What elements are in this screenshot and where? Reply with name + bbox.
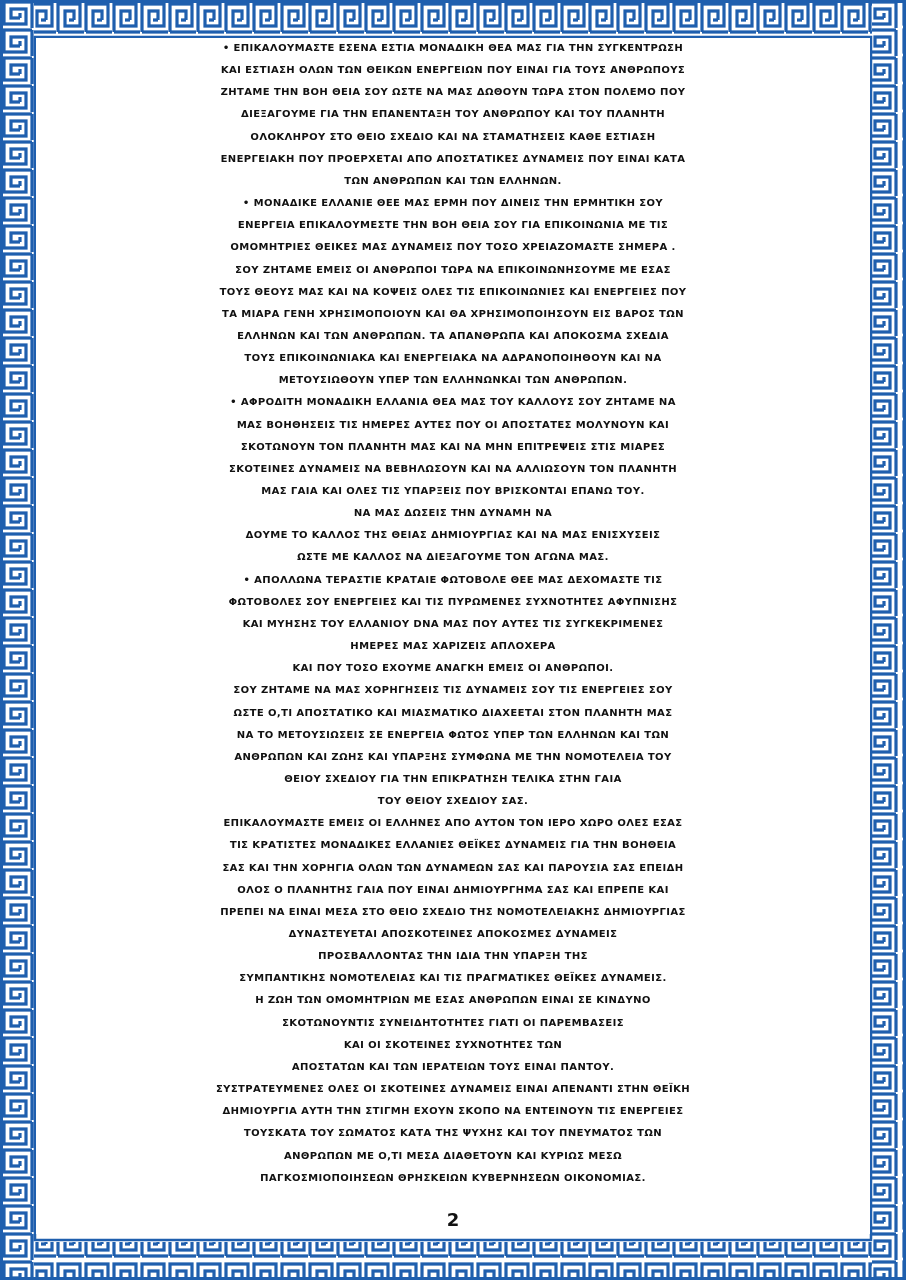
- text-line: ΠΡΕΠΕΙ ΝΑ ΕΙΝΑΙ ΜΕΣΑ ΣΤΟ ΘΕΙΟ ΣΧΕΔΙΟ ΤΗΣ ΝΟΜΟΤΕΛΕΙΑΚΗΣ ΔΗΜΙΟΥΡΓΙΑΣ: [220, 906, 686, 918]
- text-line: • ΜΟΝΑΔΙΚΕ ΕΛΛΑΝΙΕ ΘΕΕ ΜΑΣ ΕΡΜΗ ΠΟΥ ΔΙΝΕΙΣ ΤΗΝ ΕΡΜΗΤΙΚΗ ΣΟΥ: [242, 198, 664, 210]
- text-line: ΦΩΤΟΒΟΛΕΣ ΣΟΥ ΕΝΕΡΓΕΙΕΣ ΚΑΙ ΤΙΣ ΠΥΡΩΜΕΝΕΣ ΣΥΧΝΟΤΗΤΕΣ ΑΦΥΠΝΙΣΗΣ: [228, 596, 678, 608]
- text-line: ΟΜΟΜΗΤΡΙΕΣ ΘΕΙΚΕΣ ΜΑΣ ΔΥΝΑΜΕΙΣ ΠΟΥ ΤΟΣΟ ΧΡΕΙΑΖΟΜΑΣΤΕ ΣΗΜΕΡΑ .: [230, 242, 676, 254]
- text-line: ΤΙΣ ΚΡΑΤΙΣΤΕΣ ΜΟΝΑΔΙΚΕΣ ΕΛΛΑΝΙΕΣ ΘΕΪΚΕΣ ΔΥΝΑΜΕΙΣ ΓΙΑ ΤΗΝ ΒΟΗΘΕΙΑ: [229, 840, 677, 852]
- text-line: ΩΣΤΕ Ο,ΤΙ ΑΠΟΣΤΑΤΙΚΟ ΚΑΙ ΜΙΑΣΜΑΤΙΚΟ ΔΙΑΧΕΕΤΑΙ ΣΤΟΝ ΠΛΑΝΗΤΗ ΜΑΣ: [233, 707, 673, 719]
- text-line: ΗΜΕΡΕΣ ΜΑΣ ΧΑΡΙΖΕΙΣ ΑΠΛΟΧΕΡΑ: [350, 641, 556, 653]
- text-line: ΔΟΥΜΕ ΤΟ ΚΑΛΛΟΣ ΤΗΣ ΘΕΙΑΣ ΔΗΜΙΟΥΡΓΙΑΣ ΚΑΙ ΝΑ ΜΑΣ ΕΝΙΣΧΥΣΕΙΣ: [245, 530, 661, 542]
- text-line: ΝΑ ΤΟ ΜΕΤΟΥΣΙΩΣΕΙΣ ΣΕ ΕΝΕΡΓΕΙΑ ΦΩΤΟΣ ΥΠΕΡ ΤΩΝ ΕΛΛΗΝΩΝ ΚΑΙ ΤΩΝ: [236, 729, 670, 741]
- text-line: ΟΛΟΣ Ο ΠΛΑΝΗΤΗΣ ΓΑΙΑ ΠΟΥ ΕΙΝΑΙ ΔΗΜΙΟΥΡΓΗΜΑ ΣΑΣ ΚΑΙ ΕΠΡΕΠΕ ΚΑΙ: [237, 884, 669, 896]
- text-line: ΣΟΥ ΖΗΤΑΜΕ ΕΜΕΙΣ ΟΙ ΑΝΘΡΩΠΟΙ ΤΩΡΑ ΝΑ ΕΠΙΚΟΙΝΩΝΗΣΟΥΜΕ ΜΕ ΕΣΑΣ: [235, 264, 671, 276]
- text-line: ΠΑΓΚΟΣΜΙΟΠΟΙΗΣΕΩΝ ΘΡΗΣΚΕΙΩΝ ΚΥΒΕΡΝΗΣΕΩΝ ΟΙΚΟΝΟΜΙΑΣ.: [260, 1172, 646, 1184]
- text-line: ΔΥΝΑΣΤΕΥΕΤΑΙ ΑΠΟΣΚΟΤΕΙΝΕΣ ΑΠΟΚΟΣΜΕΣ ΔΥΝΑΜΕΙΣ: [288, 929, 618, 940]
- text-line: ΕΝΕΡΓΕΙΑ ΕΠΙΚΑΛΟΥΜΕΣΤΕ ΤΗΝ ΒΟΗ ΘΕΙΑ ΣΟΥ ΓΙΑ ΕΠΙΚΟΙΝΩΝΙΑ ΜΕ ΤΙΣ: [237, 220, 669, 232]
- text-line: ΤΟΥΣ ΕΠΙΚΟΙΝΩΝΙΑΚΑ ΚΑΙ ΕΝΕΡΓΕΙΑΚΑ ΝΑ ΑΔΡΑΝΟΠΟΙΗΘΟΥΝ ΚΑΙ ΝΑ: [244, 353, 662, 365]
- text-line: ΠΡΟΣΒΑΛΛΟΝΤΑΣ ΤΗΝ ΙΔΙΑ ΤΗΝ ΥΠΑΡΞΗ ΤΗΣ: [318, 951, 588, 963]
- text-line: • ΑΠΟΛΛΩΝΑ ΤΕΡΑΣΤΙΕ ΚΡΑΤΑΙΕ ΦΩΤΟΒΟΛΕ ΘΕΕ ΜΑΣ ΔΕΧΟΜΑΣΤΕ ΤΙΣ: [243, 574, 663, 586]
- text-line: ΕΠΙΚΑΛΟΥΜΑΣΤΕ ΕΜΕΙΣ ΟΙ ΕΛΛΗΝΕΣ ΑΠΟ ΑΥΤΟΝ ΤΟΝ ΙΕΡΟ ΧΩΡΟ ΟΛΕΣ ΕΣΑΣ: [223, 818, 683, 830]
- text-line: ΤΟΥΣ ΘΕΟΥΣ ΜΑΣ ΚΑΙ ΝΑ ΚΟΨΕΙΣ ΟΛΕΣ ΤΙΣ ΕΠΙΚΟΙΝΩΝΙΕΣ ΚΑΙ ΕΝΕΡΓΕΙΕΣ ΠΟΥ: [219, 286, 687, 298]
- text-line: ΝΑ ΜΑΣ ΔΩΣΕΙΣ ΤΗΝ ΔΥΝΑΜΗ ΝΑ: [353, 508, 553, 520]
- text-line: ΣΟΥ ΖΗΤΑΜΕ ΝΑ ΜΑΣ ΧΟΡΗΓΗΣΕΙΣ ΤΙΣ ΔΥΝΑΜΕΙΣ ΣΟΥ ΤΙΣ ΕΝΕΡΓΕΙΕΣ ΣΟΥ: [233, 685, 673, 697]
- text-line: Η ΖΩΗ ΤΩΝ ΟΜΟΜΗΤΡΙΩΝ ΜΕ ΕΣΑΣ ΑΝΘΡΩΠΩΝ ΕΙΝΑΙ ΣΕ ΚΙΝΔΥΝΟ: [255, 995, 651, 1007]
- text-line: ΜΑΣ ΒΟΗΘΗΣΕΙΣ ΤΙΣ ΗΜΕΡΕΣ ΑΥΤΕΣ ΠΟΥ ΟΙ ΑΠΟΣΤΑΤΕΣ ΜΟΛΥΝΟΥΝ ΚΑΙ: [236, 419, 670, 431]
- text-line: ΚΑΙ ΜΥΗΣΗΣ ΤΟΥ ΕΛΛΑΝΙΟΥ DNA ΜΑΣ ΠΟΥ ΑΥΤΕΣ ΤΙΣ ΣΥΓΚΕΚΡΙΜΕΝΕΣ: [242, 618, 664, 630]
- page-number: 2: [446, 1210, 460, 1231]
- text-line: ΘΕΙΟΥ ΣΧΕΔΙΟΥ ΓΙΑ ΤΗΝ ΕΠΙΚΡΑΤΗΣΗ ΤΕΛΙΚΑ ΣΤΗΝ ΓΑΙΑ: [284, 773, 622, 785]
- text-line: ΟΛΟΚΛΗΡΟΥ ΣΤΟ ΘΕΙΟ ΣΧΕΔΙΟ ΚΑΙ ΝΑ ΣΤΑΜΑΤΗΣΕΙΣ ΚΑΘΕ ΕΣΤΙΑΣΗ: [250, 131, 656, 143]
- text-line: ΤΟΥΣΚΑΤΑ ΤΟΥ ΣΩΜΑΤΟΣ ΚΑΤΑ ΤΗΣ ΨΥΧΗΣ ΚΑΙ ΤΟΥ ΠΝΕΥΜΑΤΟΣ ΤΩΝ: [243, 1128, 663, 1140]
- text-line: ΜΑΣ ΓΑΙΑ ΚΑΙ ΟΛΕΣ ΤΙΣ ΥΠΑΡΞΕΙΣ ΠΟΥ ΒΡΙΣΚΟΝΤΑΙ ΕΠΑΝΩ ΤΟΥ.: [261, 486, 645, 497]
- text-line: ΚΑΙ ΠΟΥ ΤΟΣΟ ΕΧΟΥΜΕ ΑΝΑΓΚΗ ΕΜΕΙΣ ΟΙ ΑΝΘΡΩΠΟΙ.: [292, 663, 614, 675]
- text-line: ΣΚΟΤΕΙΝΕΣ ΔΥΝΑΜΕΙΣ ΝΑ ΒΕΒΗΛΩΣΟΥΝ ΚΑΙ ΝΑ ΑΛΛΙΩΣΟΥΝ ΤΟΝ ΠΛΑΝΗΤΗ: [228, 463, 678, 475]
- text-line: ΜΕΤΟΥΣΙΩΘΟΥΝ ΥΠΕΡ ΤΩΝ ΕΛΛΗΝΩΝΚΑΙ ΤΩΝ ΑΝΘΡΩΠΩΝ.: [278, 375, 628, 387]
- text-line: ΑΝΘΡΩΠΩΝ ΜΕ Ο,ΤΙ ΜΕΣΑ ΔΙΑΘΕΤΟΥΝ ΚΑΙ ΚΥΡΙΩΣ ΜΕΣΩ: [284, 1150, 622, 1162]
- text-line: ΣΥΜΠΑΝΤΙΚΗΣ ΝΟΜΟΤΕΛΕΙΑΣ ΚΑΙ ΤΙΣ ΠΡΑΓΜΑΤΙΚΕΣ ΘΕΪΚΕΣ ΔΥΝΑΜΕΙΣ.: [239, 973, 667, 985]
- text-line: ΖΗΤΑΜΕ ΤΗΝ ΒΟΗ ΘΕΙΑ ΣΟΥ ΩΣΤΕ ΝΑ ΜΑΣ ΔΩΘΟΥΝ ΤΩΡΑ ΣΤΟΝ ΠΟΛΕΜΟ ΠΟΥ: [220, 87, 686, 99]
- text-line: ΑΝΘΡΩΠΩΝ ΚΑΙ ΖΩΗΣ ΚΑΙ ΥΠΑΡΞΗΣ ΣΥΜΦΩΝΑ ΜΕ ΤΗΝ ΝΟΜΟΤΕΛΕΙΑ ΤΟΥ: [234, 751, 672, 763]
- text-line: ΤΩΝ ΑΝΘΡΩΠΩΝ ΚΑΙ ΤΩΝ ΕΛΛΗΝΩΝ.: [344, 175, 562, 187]
- text-line: • ΑΦΡΟΔΙΤΗ ΜΟΝΑΔΙΚΗ ΕΛΛΑΝΙΑ ΘΕΑ ΜΑΣ ΤΟΥ ΚΑΛΛΟΥΣ ΣΟΥ ΖΗΤΑΜΕ ΝΑ: [230, 397, 676, 409]
- text-line: ΔΗΜΙΟΥΡΓΙΑ ΑΥΤΗ ΤΗΝ ΣΤΙΓΜΗ ΕΧΟΥΝ ΣΚΟΠΟ ΝΑ ΕΝΤΕΙΝΟΥΝ ΤΙΣ ΕΝΕΡΓΕΙΕΣ: [222, 1106, 684, 1118]
- text-line: ΕΛΛΗΝΩΝ ΚΑΙ ΤΩΝ ΑΝΘΡΩΠΩΝ. ΤΑ ΑΠΑΝΘΡΩΠΑ ΚΑΙ ΑΠΟΚΟΣΜΑ ΣΧΕΔΙΑ: [237, 330, 669, 342]
- text-line: ΩΣΤΕ ΜΕ ΚΑΛΛΟΣ ΝΑ ΔΙΕΞΑΓΟΥΜΕ ΤΟΝ ΑΓΩΝΑ ΜΑΣ.: [297, 552, 609, 564]
- text-line: ΔΙΕΞΑΓΟΥΜΕ ΓΙΑ ΤΗΝ ΕΠΑΝΕΝΤΑΞΗ ΤΟΥ ΑΝΘΡΩΠΟΥ ΚΑΙ ΤΟΥ ΠΛΑΝΗΤΗ: [240, 109, 666, 121]
- text-line: ΑΠΟΣΤΑΤΩΝ ΚΑΙ ΤΩΝ ΙΕΡΑΤΕΙΩΝ ΤΟΥΣ ΕΙΝΑΙ ΠΑΝΤΟΥ.: [291, 1061, 615, 1073]
- text-line: ΚΑΙ ΕΣΤΙΑΣΗ ΟΛΩΝ ΤΩΝ ΘΕΙΚΩΝ ΕΝΕΡΓΕΙΩΝ ΠΟΥ ΕΙΝΑΙ ΓΙΑ ΤΟΥΣ ΑΝΘΡΩΠΟΥΣ: [220, 65, 686, 77]
- text-line: • ΕΠΙΚΑΛΟΥΜΑΣΤΕ ΕΣΕΝΑ ΕΣΤΙΑ ΜΟΝΑΔΙΚΗ ΘΕΑ ΜΑΣ ΓΙΑ ΤΗΝ ΣΥΓΚΕΝΤΡΩΣΗ: [222, 43, 684, 54]
- text-line: ΚΑΙ ΟΙ ΣΚΟΤΕΙΝΕΣ ΣΥΧΝΟΤΗΤΕΣ ΤΩΝ: [343, 1039, 563, 1051]
- text-line: ΕΝΕΡΓΕΙΑΚΗ ΠΟΥ ΠΡΟΕΡΧΕΤΑΙ ΑΠΟ ΑΠΟΣΤΑΤΙΚΕΣ ΔΥΝΑΜΕΙΣ ΠΟΥ ΕΙΝΑΙ ΚΑΤΑ: [220, 153, 686, 165]
- text-line: ΣΚΟΤΩΝΟΥΝ ΤΟΝ ΠΛΑΝΗΤΗ ΜΑΣ ΚΑΙ ΝΑ ΜΗΝ ΕΠΙΤΡΕΨΕΙΣ ΣΤΙΣ ΜΙΑΡΕΣ: [240, 441, 666, 453]
- text-line: ΣΚΟΤΩΝΟΥΝΤΙΣ ΣΥΝΕΙΔΗΤΟΤΗΤΕΣ ΓΙΑΤΙ ΟΙ ΠΑΡΕΜΒΑΣΕΙΣ: [282, 1017, 624, 1029]
- text-line: ΣΥΣΤΡΑΤΕΥΜΕΝΕΣ ΟΛΕΣ ΟΙ ΣΚΟΤΕΙΝΕΣ ΔΥΝΑΜΕΙΣ ΕΙΝΑΙ ΑΠΕΝΑΝΤΙ ΣΤΗΝ ΘΕΪΚΗ: [215, 1084, 691, 1096]
- text-line: ΤΟΥ ΘΕΙΟΥ ΣΧΕΔΙΟΥ ΣΑΣ.: [377, 796, 529, 808]
- document-body: [36, 38, 870, 1234]
- text-line: ΤΑ ΜΙΑΡΑ ΓΕΝΗ ΧΡΗΣΙΜΟΠΟΙΟΥΝ ΚΑΙ ΘΑ ΧΡΗΣΙΜΟΠΟΙΗΣΟΥΝ ΕΙΣ ΒΑΡΟΣ ΤΩΝ: [222, 308, 684, 320]
- text-line: ΣΑΣ ΚΑΙ ΤΗΝ ΧΟΡΗΓΙΑ ΟΛΩΝ ΤΩΝ ΔΥΝΑΜΕΩΝ ΣΑΣ ΚΑΙ ΠΑΡΟΥΣΙΑ ΣΑΣ ΕΠΕΙΔΗ: [222, 862, 684, 874]
